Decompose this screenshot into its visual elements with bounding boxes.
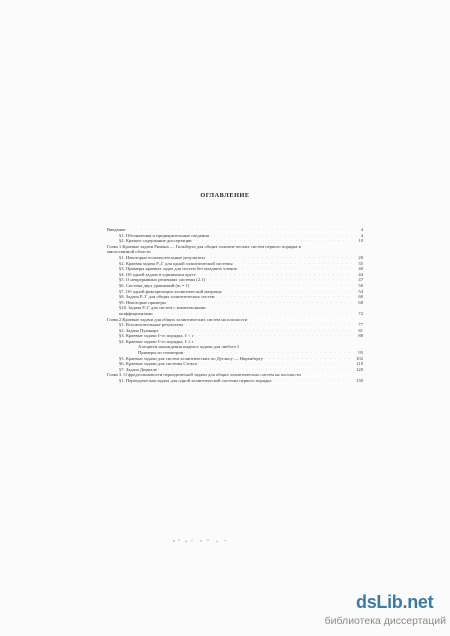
watermark	[276, 592, 446, 632]
toc-entry[interactable]: §7. Задача Дирихле . . . 120	[107, 367, 363, 373]
page-title: ОГЛАВЛЕНИЕ	[200, 192, 250, 199]
toc-entry[interactable]: §5. Краевые задачи для систем эллиптических по Дуглису — Ниренбергу . . . 102	[107, 356, 363, 362]
toc-entry[interactable]: Введение . . . 4	[107, 227, 363, 233]
toc-chapter[interactable]: Глава 3. О фредгольмовости периодической задачи для общих эллиптических систем на плоскости	[107, 372, 301, 378]
toc-entry[interactable]: §10. Задача Р–Г для систем с комплексными	[119, 305, 206, 311]
table-of-contents	[107, 227, 363, 384]
toc-entry[interactable]: §6. Система двух уравнений (m = 1) . . . 50	[107, 283, 363, 289]
toc-entry[interactable]: §3. Краевые задачи ℓ-го порядка, ℓ < r . . . 88	[107, 333, 363, 339]
toc-chapter[interactable]: Глава 2.Краевые задачи для общих эллиптических систем на плоскости	[107, 316, 248, 322]
watermark-caption: библиотека диссертаций	[324, 615, 446, 627]
toc-entry[interactable]: §3. Примеры краевых задач для систем без младших членов . . . 40	[107, 266, 363, 272]
toc-entry[interactable]: Примеры из геометрии . . . 95	[107, 350, 363, 356]
toc-entry[interactable]: §2. Задача Пуанкаре . . . 81	[107, 328, 363, 334]
toc-entry[interactable]: §9. Некоторые примеры . . . 68	[107, 300, 363, 306]
toc-entry[interactable]: §4. Краевые задачи ℓ-го порядка, ℓ ≥ r	[119, 338, 194, 344]
toc-entry[interactable]: §1. Вспомогательные результаты . . . 77	[107, 322, 363, 328]
scan-specks	[170, 538, 230, 544]
toc-entry[interactable]: §4. Об одной задаче в единичном круге . . . 44	[107, 272, 363, 278]
toc-entry[interactable]: §2. Краткое содержание диссертации . . . 10	[107, 238, 363, 244]
toc-entry[interactable]: коэффициентами . . . 72	[107, 311, 363, 317]
watermark-logo: dsLib.net	[356, 592, 434, 612]
toc-entry[interactable]: §1. Обозначения и предварительные сведения . . . 4	[107, 233, 363, 239]
toc-entry[interactable]: §7. Об одной факторизации эллиптической матрицы . . . 54	[107, 289, 363, 295]
toc-entry[interactable]: §1. Периодическая задача для одной эллиптической системы первого порядка . . . 130	[107, 378, 363, 384]
toc-entry[interactable]: §1. Некоторые вспомогательные результаты . . . 28	[107, 255, 363, 261]
toc-entry[interactable]: §6. Краевые задачи для системы Стокса . . . 110	[107, 361, 363, 367]
toc-entry[interactable]: §8. Задача Р–Г для общих эллиптических систем . . . 60	[107, 294, 363, 300]
toc-entry[interactable]: Алгоритм нахождения индекса задачи для любого ℓ	[138, 344, 240, 350]
toc-chapter[interactable]: Глава 1.Краевые задачи Римана — Гильберта для общих эллипти-ческих систем первого порядка в многосвязной области	[107, 243, 301, 255]
toc-entry[interactable]: §5. О непрерывных решениях системы (2.1) . . . 47	[107, 277, 363, 283]
toc-entry[interactable]: §2. Краевая задача Р–Г для одной эллиптической системы . . . 35	[107, 261, 363, 267]
